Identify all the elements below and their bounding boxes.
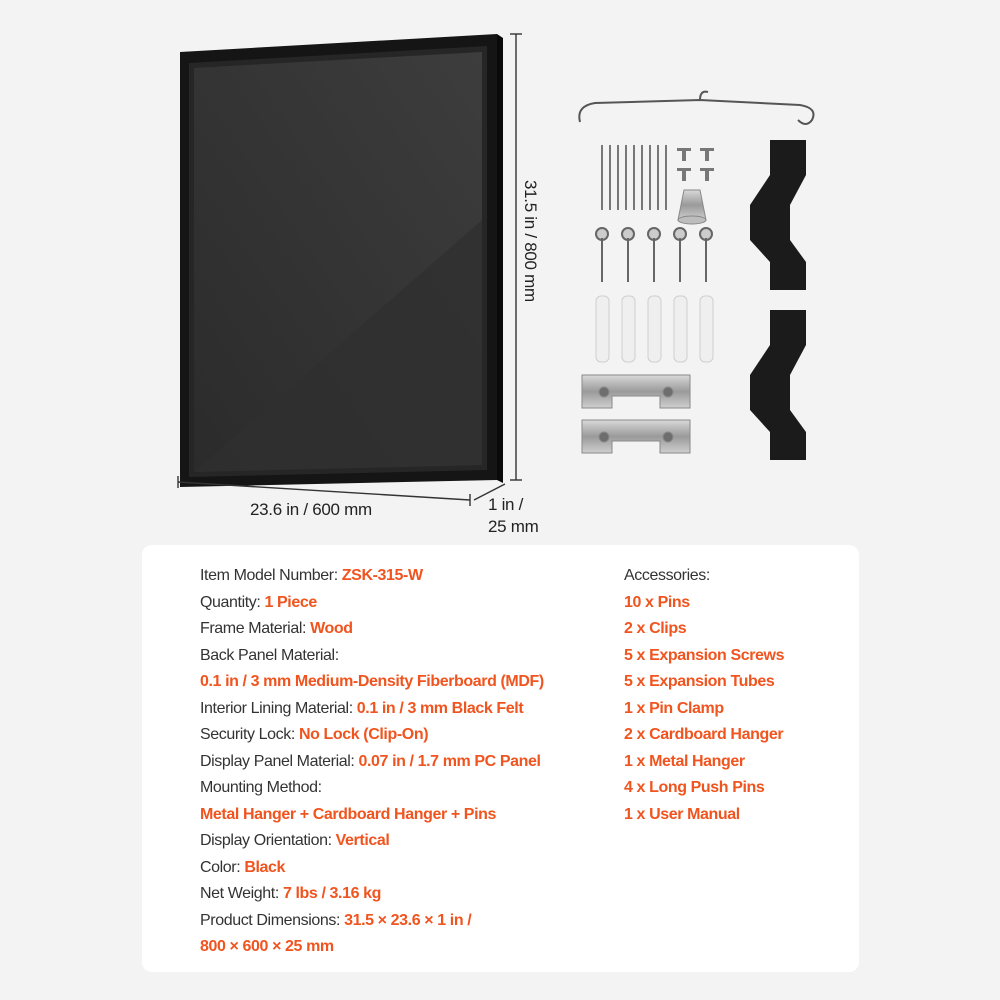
spec-quantity xyxy=(200,590,544,617)
spec-label: Security Lock: xyxy=(200,726,295,743)
spec-label: Display Panel Material: xyxy=(200,752,355,770)
spec-back-panel-label-line xyxy=(200,643,544,670)
spec-color xyxy=(200,855,544,882)
accessory-item: 1 x Pin Clamp xyxy=(624,699,724,717)
spec-label: Product Dimensions: xyxy=(200,911,341,929)
spec-value: 800 × 600 × 25 mm xyxy=(200,938,334,955)
accessory-item: 1 x Metal Hanger xyxy=(624,752,745,770)
spec-mounting-value-line xyxy=(200,802,544,829)
spec-value: ZSK-315-W xyxy=(341,567,423,584)
spec-label: Frame Material: xyxy=(200,620,307,637)
spec-net-weight xyxy=(200,881,544,908)
display-frame xyxy=(180,34,503,487)
spec-value: 31.5 × 23.6 × 1 in / xyxy=(344,911,472,929)
accessories-label: Accessories: xyxy=(624,567,710,584)
push-pins xyxy=(677,148,714,181)
spec-product-dimensions-cont xyxy=(200,934,544,961)
accessory-item: 4 x Long Push Pins xyxy=(624,779,765,796)
spec-value: No Lock (Clip-On) xyxy=(298,726,429,743)
spec-label: Color: xyxy=(200,858,241,876)
specifications-list xyxy=(200,563,544,961)
height-dimension-label: 31.5 in / 800 mm xyxy=(521,180,540,302)
cardboard-hangers xyxy=(750,140,806,460)
accessory-item: 5 x Expansion Tubes xyxy=(624,673,775,690)
depth-dimension-label xyxy=(488,494,538,538)
spec-label: Interior Lining Material: xyxy=(200,699,353,717)
spec-security-lock xyxy=(200,722,544,749)
depth-dimension-line2: 25 mm xyxy=(488,517,539,536)
expansion-screws xyxy=(596,228,712,282)
accessory-item: 2 x Cardboard Hanger xyxy=(624,726,784,743)
spec-label: Net Weight: xyxy=(200,885,279,902)
spec-label: Mounting Method: xyxy=(200,779,322,796)
accessory-item: 2 x Clips xyxy=(624,620,687,637)
spec-value: 0.1 in / 3 mm Medium-Density Fiberboard (MDF) xyxy=(200,673,544,690)
spec-item-model xyxy=(200,563,544,590)
spec-value: 0.07 in / 1.7 mm PC Panel xyxy=(358,752,541,770)
width-dimension-label: 23.6 in / 600 mm xyxy=(250,500,372,519)
spec-value: 0.1 in / 3 mm Black Felt xyxy=(356,699,524,717)
spec-value: 7 lbs / 3.16 kg xyxy=(282,885,382,902)
spec-interior-lining xyxy=(200,696,544,723)
spec-value: Wood xyxy=(310,620,353,637)
accessory-item: 10 x Pins xyxy=(624,593,690,611)
spec-orientation xyxy=(200,828,544,855)
spec-value: Black xyxy=(244,858,286,876)
depth-dimension-line1: 1 in / xyxy=(488,495,524,514)
spec-frame-material xyxy=(200,616,544,643)
accessory-item: 5 x Expansion Screws xyxy=(624,646,785,664)
pin-clamp xyxy=(678,190,706,224)
accessory-item: 1 x User Manual xyxy=(624,805,740,823)
specifications-card xyxy=(142,545,859,972)
spec-label: Quantity: xyxy=(200,593,261,611)
spec-value: Vertical xyxy=(335,832,390,849)
spec-value: 1 Piece xyxy=(264,593,317,611)
spec-value: Metal Hanger + Cardboard Hanger + Pins xyxy=(200,805,496,823)
metal-hanger xyxy=(579,92,813,124)
spec-label: Item Model Number: xyxy=(200,567,338,584)
spec-back-panel-value-line xyxy=(200,669,544,696)
spec-display-panel xyxy=(200,749,544,776)
expansion-tubes xyxy=(596,296,713,362)
spec-mounting-label-line xyxy=(200,775,544,802)
spec-product-dimensions xyxy=(200,908,544,935)
pins xyxy=(602,145,666,210)
spec-label: Display Orientation: xyxy=(200,832,332,849)
accessories-list xyxy=(624,563,784,828)
spec-label: Back Panel Material: xyxy=(200,646,339,664)
clips xyxy=(582,375,690,453)
